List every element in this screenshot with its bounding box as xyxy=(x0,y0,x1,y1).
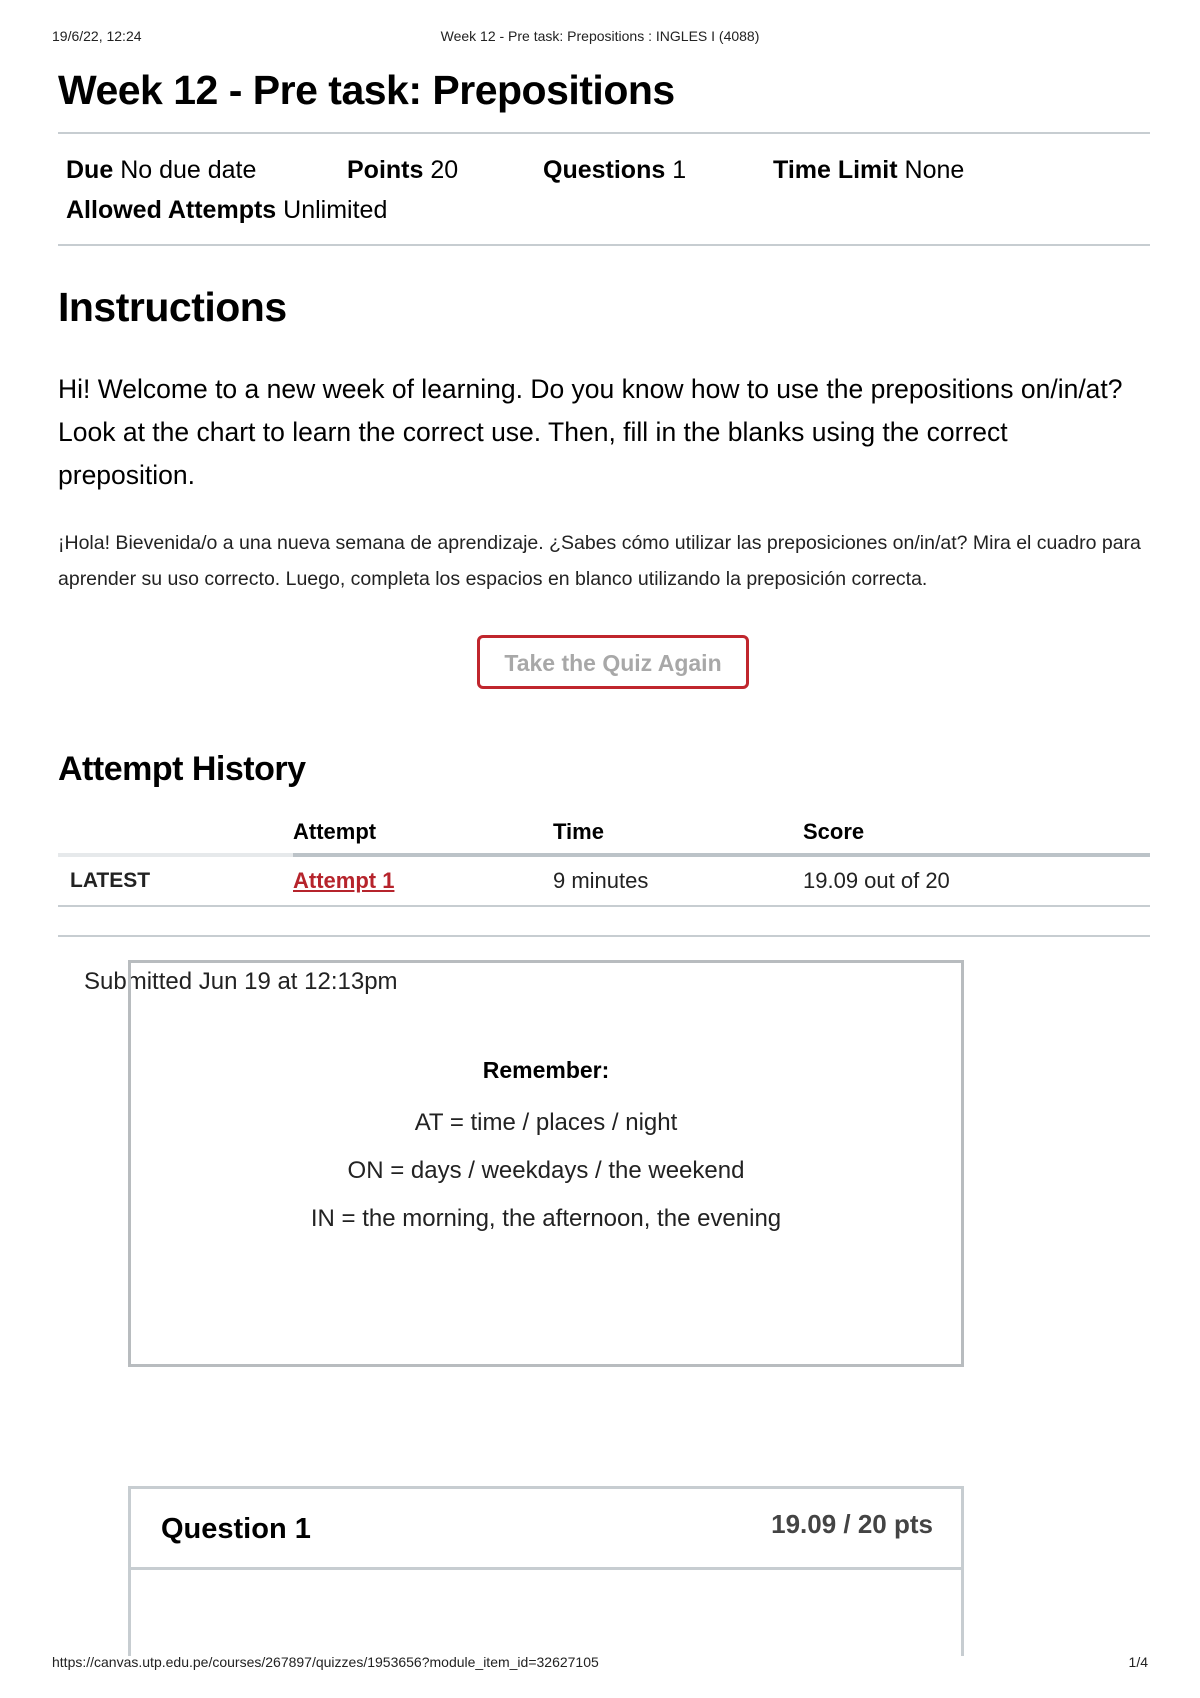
page-number: 1/4 xyxy=(1128,1654,1148,1670)
attempt-cell xyxy=(293,855,553,906)
question-title: Question 1 xyxy=(161,1513,311,1545)
take-quiz-container xyxy=(76,635,1150,689)
score-cell: 19.09 out of 20 xyxy=(803,855,1150,906)
column-header-score: Score xyxy=(803,817,1150,855)
allowed-attempts-detail xyxy=(66,190,666,230)
remember-title: Remember: xyxy=(482,1057,610,1083)
table-header-row xyxy=(58,817,1150,855)
question-points: 19.09 / 20 pts xyxy=(771,1509,933,1539)
divider xyxy=(58,244,1150,246)
print-date: 19/6/22, 12:24 xyxy=(52,28,142,44)
allowed-attempts-value: Unlimited xyxy=(283,196,388,224)
points-detail xyxy=(347,150,543,190)
time-cell: 9 minutes xyxy=(553,855,803,906)
main-content xyxy=(58,60,1150,997)
points-label: Points xyxy=(347,156,424,184)
question-header xyxy=(131,1489,961,1570)
due-detail xyxy=(66,150,347,190)
questions-detail xyxy=(543,150,773,190)
allowed-attempts-label: Allowed Attempts xyxy=(66,196,277,224)
quiz-details xyxy=(58,134,1150,244)
take-quiz-again-button[interactable]: Take the Quiz Again xyxy=(477,635,749,689)
remember-line-at: AT = time / places / night xyxy=(414,1109,678,1136)
latest-label: LATEST xyxy=(58,855,293,906)
instructions-heading: Instructions xyxy=(58,284,287,330)
points-value: 20 xyxy=(430,156,459,184)
page-url: https://canvas.utp.edu.pe/courses/267897/quizzes/1953656?module_item_id=32627105 xyxy=(52,1654,599,1670)
due-label: Due xyxy=(66,156,114,184)
questions-label: Questions xyxy=(543,156,666,184)
question-card xyxy=(128,1486,964,1656)
remember-line-in: IN = the morning, the afternoon, the evening xyxy=(310,1205,782,1232)
instructions-english: Hi! Welcome to a new week of learning. Do you know how to use the prepositions on/in/at? Look at the chart to learn the correct use. Then, fill in the blanks using the correct preposition. xyxy=(58,374,1123,490)
time-limit-label: Time Limit xyxy=(773,156,898,184)
instructions-spanish: ¡Hola! Bievenida/o a una nueva semana de aprendizaje. ¿Sabes cómo utilizar las preposiciones on/in/at? Mira el cuadro para aprender su uso correcto. Luego, completa los espacios en blanco utilizando la preposición correcta. xyxy=(58,532,1141,590)
time-limit-detail xyxy=(773,150,1073,190)
column-header-blank xyxy=(58,817,293,855)
table-row xyxy=(58,855,1150,906)
column-header-attempt: Attempt xyxy=(293,817,553,855)
submitted-timestamp: Submitted Jun 19 at 12:13pm xyxy=(84,968,398,995)
remember-line-on: ON = days / weekdays / the weekend xyxy=(347,1157,745,1184)
page-title: Week 12 - Pre task: Prepositions xyxy=(58,67,675,113)
attempt-1-link[interactable]: Attempt 1 xyxy=(293,868,395,893)
remember-chart xyxy=(128,960,964,1367)
questions-value: 1 xyxy=(672,156,687,184)
time-limit-value: None xyxy=(904,156,965,184)
due-value: No due date xyxy=(120,156,257,184)
divider xyxy=(58,935,1150,937)
print-header xyxy=(52,28,1148,48)
print-page-title: Week 12 - Pre task: Prepositions : INGLES I (4088) xyxy=(440,28,760,44)
attempt-history-heading: Attempt History xyxy=(58,750,306,788)
print-footer xyxy=(52,1654,1148,1674)
attempt-history-table xyxy=(58,817,1150,907)
column-header-time: Time xyxy=(553,817,803,855)
